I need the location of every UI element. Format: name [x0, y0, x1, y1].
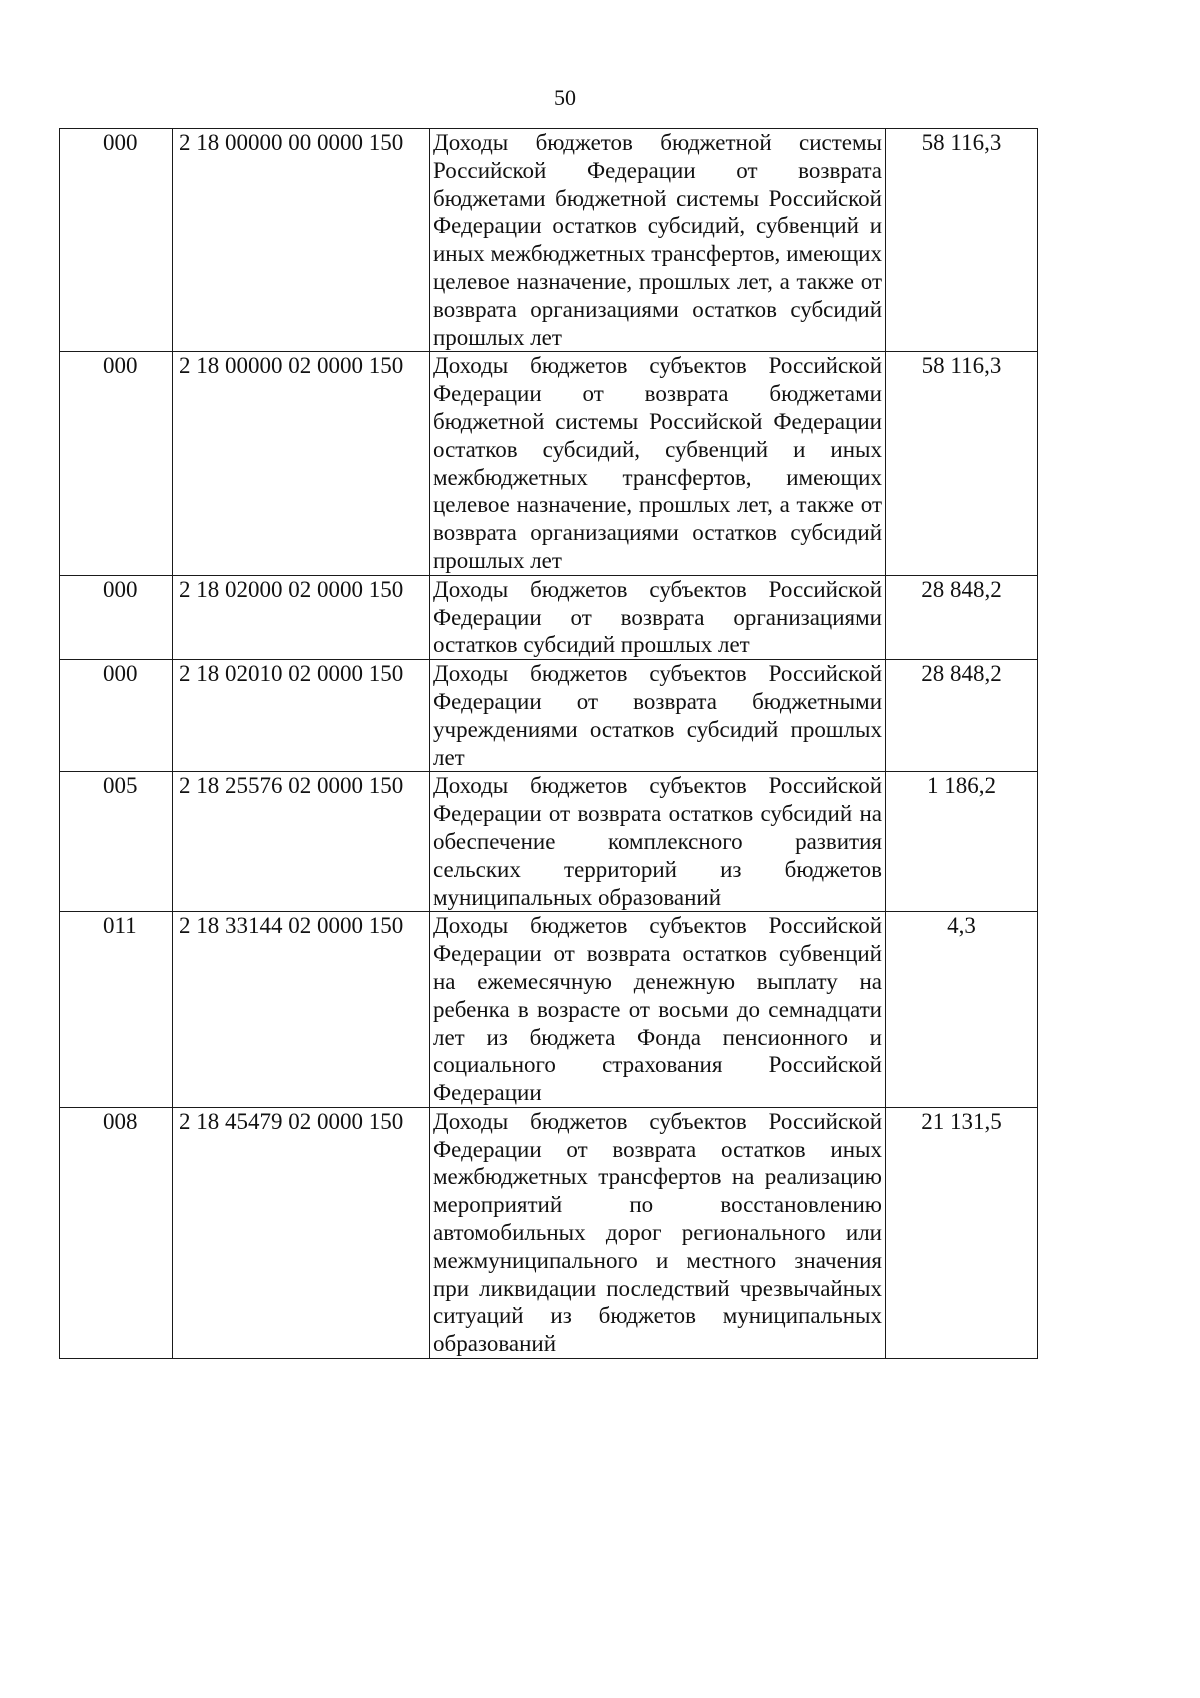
revenue-name-cell: Доходы бюджетов субъектов Российской Федерации от возврата бюджетами бюджетной системы Российской Федерации остатков субсидий, субвенций и иных межбюджетных трансфертов, имеющих целевое назначение, прошлых лет, а также от возврата организациями остатков субсидий прошлых лет — [430, 352, 886, 575]
amount-cell: 28 848,2 — [886, 660, 1038, 772]
admin-code-cell: 000 — [60, 129, 173, 352]
page-number: 50 — [554, 85, 576, 110]
revenue-name-cell: Доходы бюджетов субъектов Российской Федерации от возврата остатков иных межбюджетных трансфертов на реализацию мероприятий по восстановлению автомобильных дорог регионального или межмуниципального и местного значения при ликвидации последствий чрезвычайных ситуаций из бюджетов муниципальных образований — [430, 1107, 886, 1358]
admin-code-cell: 000 — [60, 352, 173, 575]
revenue-name-cell: Доходы бюджетов субъектов Российской Федерации от возврата остатков субсидий на обеспечение комплексного развития сельских территорий из бюджетов муниципальных образований — [430, 772, 886, 912]
classification-code-cell: 2 18 45479 02 0000 150 — [173, 1107, 430, 1358]
amount-cell: 4,3 — [886, 912, 1038, 1108]
amount-cell: 21 131,5 — [886, 1107, 1038, 1358]
classification-code-cell: 2 18 02000 02 0000 150 — [173, 575, 430, 659]
classification-code-cell: 2 18 33144 02 0000 150 — [173, 912, 430, 1108]
classification-code-cell: 2 18 00000 00 0000 150 — [173, 129, 430, 352]
amount-cell: 58 116,3 — [886, 352, 1038, 575]
table-row — [60, 912, 1038, 1108]
table-row — [60, 660, 1038, 772]
admin-code-cell: 011 — [60, 912, 173, 1108]
admin-code-cell: 005 — [60, 772, 173, 912]
revenue-name-cell: Доходы бюджетов субъектов Российской Федерации от возврата организациями остатков субсидий прошлых лет — [430, 575, 886, 659]
admin-code-cell: 008 — [60, 1107, 173, 1358]
classification-code-cell: 2 18 25576 02 0000 150 — [173, 772, 430, 912]
table-row — [60, 1107, 1038, 1358]
admin-code-cell: 000 — [60, 575, 173, 659]
amount-cell: 58 116,3 — [886, 129, 1038, 352]
amount-cell: 1 186,2 — [886, 772, 1038, 912]
amount-cell: 28 848,2 — [886, 575, 1038, 659]
table-row — [60, 129, 1038, 352]
admin-code-cell: 000 — [60, 660, 173, 772]
revenue-name-cell: Доходы бюджетов субъектов Российской Федерации от возврата бюджетными учреждениями остатков субсидий прошлых лет — [430, 660, 886, 772]
revenue-name-cell: Доходы бюджетов бюджетной системы Российской Федерации от возврата бюджетами бюджетной системы Российской Федерации остатков субсидий, субвенций и иных межбюджетных трансфертов, имеющих целевое назначение, прошлых лет, а также от возврата организациями остатков субсидий прошлых лет — [430, 129, 886, 352]
classification-code-cell: 2 18 00000 02 0000 150 — [173, 352, 430, 575]
budget-revenue-table — [59, 128, 1038, 1359]
table-row — [60, 772, 1038, 912]
classification-code-cell: 2 18 02010 02 0000 150 — [173, 660, 430, 772]
revenue-name-cell: Доходы бюджетов субъектов Российской Федерации от возврата остатков субвенций на ежемесячную денежную выплату на ребенка в возрасте от восьми до семнадцати лет из бюджета Фонда пенсионного и социального страхования Российской Федерации — [430, 912, 886, 1108]
table-row — [60, 575, 1038, 659]
table-row — [60, 352, 1038, 575]
